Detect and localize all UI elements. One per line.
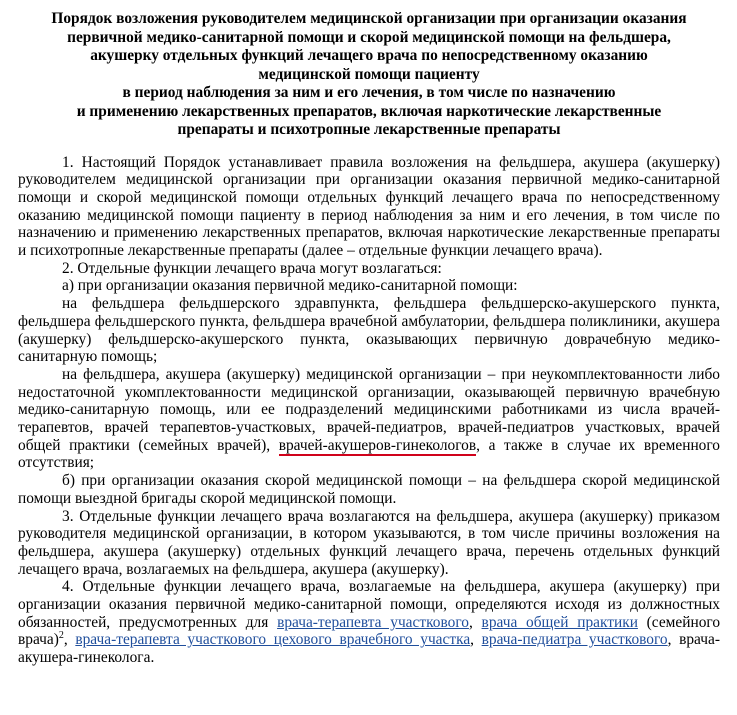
paragraph-text: 4. Отдельные функции лечащего врача, возлагаемые на фельдшера, акушера (акушерку) при организации оказания первичной медико-санитарной помощи, определяются исходя из должностных обязанностей, предусмотренных для [18,578,720,631]
title-line: и применению лекарственных препаратов, включая наркотические лекарственные [76,102,662,120]
paragraph-3: 3. Отдельные функции лечащего врача возлагаются на фельдшера, акушера (акушерку) приказом руководителя медицинской организации, в котором указываются, в том числе причины возложения на фельдшера, акушера (акушерку) отдельных функций лечащего врача, перечень отдельных функций лечащего врача, возлагаемых на фельдшера, акушера (акушерку). [18,507,720,578]
paragraph-2: 2. Отдельные функции лечащего врача могут возлагаться: [62,259,442,277]
title-line: акушерку отдельных функций лечащего врача по непосредственному оказанию [90,47,648,64]
link-therapist-district[interactable]: врача-терапевта участкового [277,613,469,631]
title-line: медицинской помощи пациенту [258,65,480,83]
document-title [18,10,720,140]
title-line: в период наблюдения за ним и его лечения, в том числе по назначению [122,84,616,101]
link-pediatrician-district[interactable]: врача-педиатра участкового [481,631,668,649]
separator: , [468,613,482,631]
footnote-ref: 2 [58,630,64,642]
paragraph-text: , а также в случае их временного отсутствия; [18,436,721,472]
title-line: препараты и психотропные лекарственные препараты [177,121,561,138]
title-line: первичной медико-санитарной помощи и скорой медицинской помощи на фельдшера, [67,28,671,46]
paragraph-text: (семейного врача) [18,613,721,649]
paragraph-2a: а) при организации оказания первичной медико-санитарной помощи: [62,277,518,295]
paragraph-text: , врача-акушера-гинеколога. [18,631,720,667]
highlighted-term: врачей-акушеров-гинекологов [278,436,477,454]
paragraph-text: на фельдшера, акушера (акушерку) медицинской организации – при неукомплектованности либо недостаточной укомплектованности медицинской организации, оказывающей первичную врачебную медико-санитарную помощь, или ее подразделений медицинскими работниками из числа врачей-терапевтов, врачей терапевтов-участковых, врачей-педиатров, врачей-педиатров участковых, врачей общей практики (семейных врачей), [18,365,720,454]
paragraph-2a-item-1: на фельдшера фельдшерского здравпункта, фельдшера фельдшерско-акушерского пункта, фельдшера фельдшерского пункта, фельдшера врачебной амбулатории, фельдшера поликлиники, акушера (акушерку) фельдшерско-акушерского пункта, оказывающих первичную доврачебную медико-санитарную помощь; [18,295,720,366]
link-therapist-workshop[interactable]: врача-терапевта участкового цехового врачебного участка [75,631,471,649]
paragraph-4 [18,578,720,667]
paragraph-1: 1. Настоящий Порядок устанавливает правила возложения на фельдшера, акушера (акушерку) руководителем медицинской организации при организации оказания первичной медико-санитарной помощи и скорой медицинской помощи отдельных функций лечащего врача по непосредственному оказанию медицинской помощи пациенту в период наблюдения за ним и его лечения, в том числе по назначению и применению лекарственных препаратов, включая наркотические лекарственные препараты и психотропные лекарственные препараты (далее – отдельные функции лечащего врача). [18,153,720,260]
paragraph-2b: б) при организации оказания скорой медицинской помощи – на фельдшера скорой медицинской помощи выездной бригады скорой медицинской помощи. [18,472,720,507]
separator: , [63,631,76,649]
link-general-practice[interactable]: врача общей практики [481,613,638,631]
paragraph-2a-item-2 [18,366,720,472]
separator: , [470,631,482,649]
title-line: Порядок возложения руководителем медицинской организации при организации оказания [51,10,687,27]
document [18,10,720,667]
